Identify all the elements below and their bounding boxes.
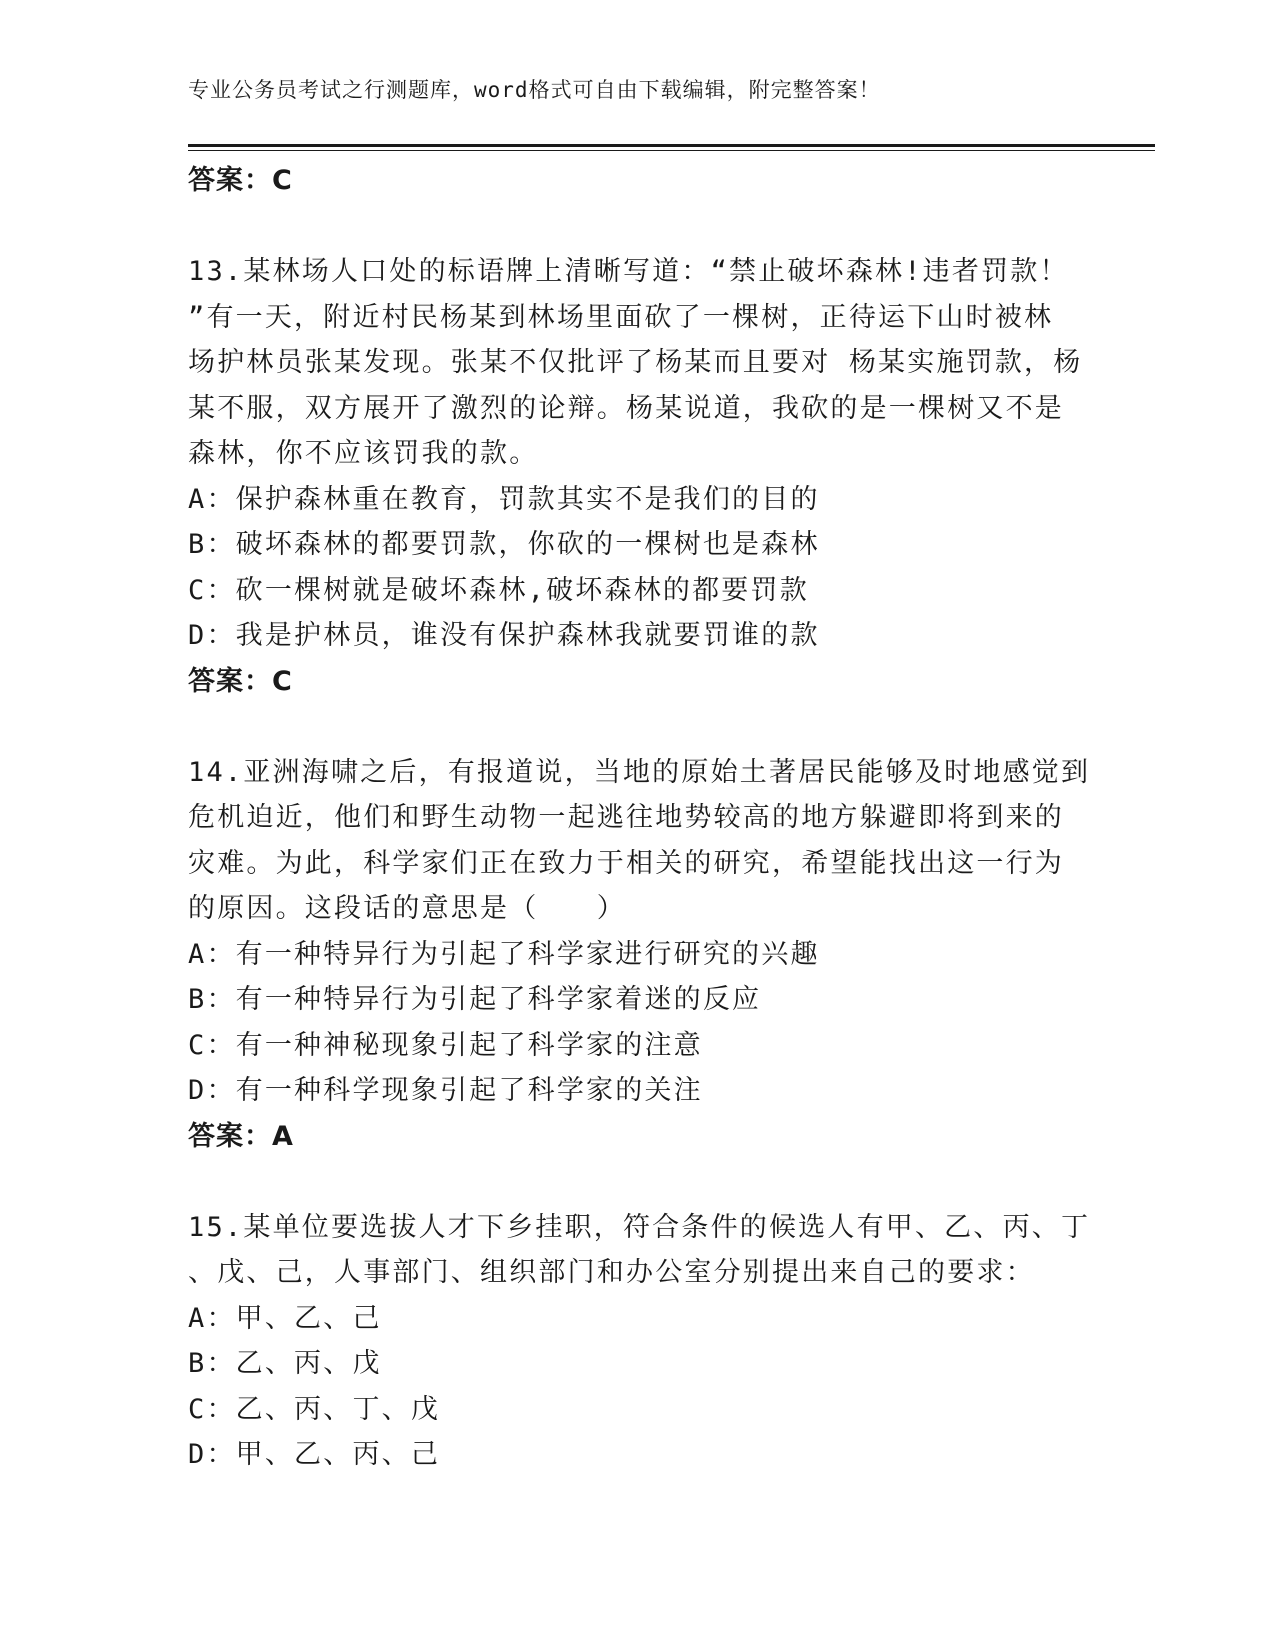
question-text-line: 14.亚洲海啸之后，有报道说，当地的原始土著居民能够及时地感觉到 — [188, 756, 1091, 788]
header-rule-thick — [188, 144, 1155, 147]
option-c: C：有一种神秘现象引起了科学家的注意 — [188, 1029, 703, 1061]
option-a: A：保护森林重在教育，罚款其实不是我们的目的 — [188, 483, 820, 515]
question-text-line: 15.某单位要选拔人才下乡挂职，符合条件的候选人有甲、乙、丙、丁 — [188, 1211, 1091, 1243]
question-15 — [188, 1205, 1091, 1478]
answer-line: 答案：C — [188, 665, 293, 697]
spacer — [188, 1159, 1088, 1205]
spacer — [188, 204, 1088, 250]
option-d: D：有一种科学现象引起了科学家的关注 — [188, 1075, 703, 1106]
answer-line: 答案：A — [188, 1120, 294, 1152]
question-text-line: 13.某林场人口处的标语牌上清晰写道：“禁止破坏森林!违者罚款！ — [188, 256, 1069, 287]
page-header: 专业公务员考试之行测题库，word格式可自由下载编辑，附完整答案！ — [188, 78, 881, 102]
option-d: D：我是护林员，谁没有保护森林我就要罚谁的款 — [188, 620, 820, 651]
question-13 — [188, 249, 1088, 704]
question-text-line: 的原因。这段话的意思是（ ） — [188, 893, 626, 924]
question-text-line: 某不服，双方展开了激烈的论辩。杨某说道，我砍的是一棵树又不是 — [188, 392, 1064, 424]
question-14 — [188, 750, 1091, 1160]
question-text-line: 灾难。为此，科学家们正在致力于相关的研究，希望能找出这一行为 — [188, 847, 1064, 879]
question-text-line: 、戊、己，人事部门、组织部门和办公室分别提出来自己的要求： — [188, 1257, 1035, 1288]
option-d: D：甲、乙、丙、己 — [188, 1439, 441, 1470]
option-b: B：有一种特异行为引起了科学家着迷的反应 — [188, 984, 762, 1015]
option-b: B：破坏森林的都要罚款，你砍的一棵树也是森林 — [188, 529, 820, 560]
question-text-line: 场护林员张某发现。张某不仅批评了杨某而且要对 杨某实施罚款，杨 — [188, 347, 1083, 378]
option-c: C：砍一棵树就是破坏森林,破坏森林的都要罚款 — [188, 574, 809, 606]
answer-line: 答案：C — [188, 165, 293, 196]
document-body — [188, 158, 1091, 1478]
header-rule-thin — [188, 150, 1155, 151]
question-text-line: ”有一天，附近村民杨某到林场里面砍了一棵树，正待运下山时被林 — [188, 301, 1054, 333]
question-text-line: 森林，你不应该罚我的款。 — [188, 438, 539, 469]
option-c: C：乙、丙、丁、戊 — [188, 1393, 441, 1425]
option-a: A：有一种特异行为引起了科学家进行研究的兴趣 — [188, 938, 820, 970]
spacer — [188, 704, 1088, 750]
option-b: B：乙、丙、戊 — [188, 1348, 382, 1379]
option-a: A：甲、乙、己 — [188, 1302, 382, 1334]
question-text-line: 危机迫近，他们和野生动物一起逃往地势较高的地方躲避即将到来的 — [188, 802, 1064, 833]
